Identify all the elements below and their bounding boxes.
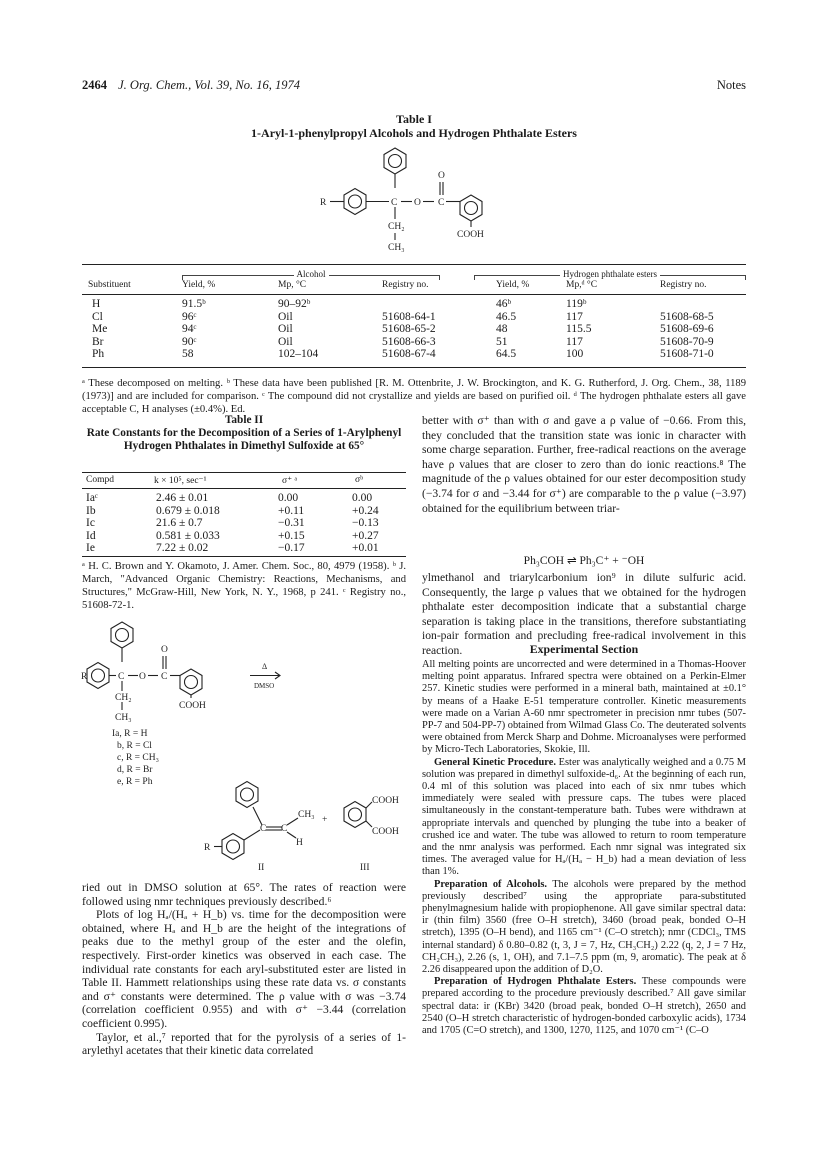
table2-cell: 0.00 bbox=[352, 492, 373, 504]
table1-cell: Cl bbox=[92, 310, 103, 323]
table1-cell: H bbox=[92, 298, 101, 310]
table1-row bbox=[82, 298, 746, 311]
central-carbon-label: C bbox=[391, 198, 398, 208]
olefin-h: H bbox=[296, 838, 303, 848]
table2-subtitle: Rate Constants for the Decomposition of a Series of 1-Arylphenyl Hydrogen Phthalates in Dimethyl Sulfoxide at 65° bbox=[86, 427, 402, 452]
alcohol-group-header: Alcohol bbox=[182, 269, 440, 279]
alcohols-preparation bbox=[422, 879, 746, 977]
table2-cell: +0.15 bbox=[278, 529, 305, 542]
table1-cell: 94ᶜ bbox=[182, 323, 197, 335]
section-label: Notes bbox=[716, 78, 746, 92]
table1-cell: 51608-68-5 bbox=[660, 310, 714, 323]
table2-cell: +0.11 bbox=[278, 504, 305, 517]
t2-col-sigma-plus: σ⁺ ᵃ bbox=[282, 476, 298, 486]
scheme-legend-0: Ia, R = H bbox=[112, 729, 148, 739]
scheme-legend-3: d, R = Br bbox=[117, 765, 153, 775]
scheme-ester-oxygen: O bbox=[139, 672, 146, 682]
r-group-label: R bbox=[320, 198, 327, 208]
table1-cell: 51608-65-2 bbox=[382, 323, 436, 335]
scheme-ch2: CH₂ bbox=[115, 693, 132, 703]
table1-cell: Br bbox=[92, 335, 104, 348]
alcohols-preparation-head: Preparation of Alcohols. bbox=[434, 878, 548, 890]
t2-col-sigma: σᵇ bbox=[355, 475, 364, 485]
table2-cell: Id bbox=[86, 529, 96, 542]
scheme-ii-r-group: R bbox=[204, 843, 211, 853]
table1-cell: 90ᶜ bbox=[182, 335, 197, 348]
table1-cell: 51608-64-1 bbox=[382, 310, 436, 323]
scheme-legend-1: b, R = Cl bbox=[117, 741, 152, 751]
arrow-delta: Δ bbox=[262, 662, 268, 671]
table1-cell: 51608-67-4 bbox=[382, 348, 436, 360]
equilibrium-equation: Ph₃COH ⇌ Ph₃C⁺ + ⁻OH bbox=[523, 555, 645, 567]
table2-cell: +0.24 bbox=[352, 504, 379, 517]
col-ester-yield: Yield, % bbox=[496, 280, 530, 290]
table2 bbox=[82, 472, 406, 556]
running-head bbox=[82, 78, 746, 94]
table2-cell: −0.17 bbox=[278, 542, 305, 555]
table1-cell: Ph bbox=[92, 348, 105, 360]
ester-group-header: Hydrogen phthalate esters bbox=[474, 269, 746, 279]
table1-cell: 46.5 bbox=[496, 310, 517, 323]
table2-cell: −0.31 bbox=[278, 517, 305, 530]
body-paragraph: Taylor, et al.,⁷ reported that for the pyrolysis of a series of 1-arylethyl acetates that their kinetic data correlated bbox=[82, 1030, 406, 1058]
t2-col-k: k × 10⁵, sec⁻¹ bbox=[154, 476, 207, 486]
kinetic-procedure bbox=[422, 757, 746, 879]
scheme-central-carbon: C bbox=[118, 672, 125, 682]
table2-cell: Ie bbox=[86, 542, 95, 555]
table1-cell: 58 bbox=[182, 348, 194, 360]
table2-cell: 0.581 ± 0.033 bbox=[156, 529, 220, 542]
carbonyl-carbon-label: C bbox=[438, 198, 445, 208]
arrow-solvent: DMSO bbox=[254, 682, 275, 690]
scheme-ch3: CH₃ bbox=[115, 713, 132, 723]
table1-cell: 115.5 bbox=[566, 323, 592, 335]
table1-body bbox=[82, 298, 746, 361]
table1-cell: 51608-71-0 bbox=[660, 348, 714, 360]
esters-preparation-head: Preparation of Hydrogen Phthalate Esters. bbox=[434, 976, 637, 988]
esters-preparation bbox=[422, 976, 746, 1037]
table2-cell: Ib bbox=[86, 504, 96, 517]
table1-cell: 91.5ᵇ bbox=[182, 298, 206, 310]
table1-cell: 48 bbox=[496, 323, 508, 335]
table1-row bbox=[82, 336, 746, 349]
ch2-label: CH₂ bbox=[388, 222, 405, 232]
table1-cell: 46ᵇ bbox=[496, 298, 512, 310]
table1-cell: 90–92ᵇ bbox=[278, 298, 311, 310]
scheme-legend-4: e, R = Ph bbox=[117, 777, 153, 787]
cooh-label: COOH bbox=[457, 230, 484, 240]
table1-cell: 64.5 bbox=[496, 348, 517, 360]
table2-footnotes: ᵃ H. C. Brown and Y. Okamoto, J. Amer. Chem. Soc., 80, 4979 (1958). ᵇ J. March, "Advanced Organic Chemistry: Reactions, Mechanisms, and Structures," McGraw-Hill, New York, N. Y., 1968, p 241. ᶜ Registry no., 51608-72-1. bbox=[82, 561, 406, 611]
table2-heading bbox=[82, 414, 406, 453]
col-alcohol-mp: Mp, °C bbox=[278, 280, 307, 290]
scheme-carbonyl-oxygen: O bbox=[161, 645, 168, 655]
table2-cell: 21.6 ± 0.7 bbox=[156, 517, 203, 530]
table2-cell: Ic bbox=[86, 517, 95, 530]
esters-preparation-text: These compounds were prepared according to the procedure previously described.⁷ All gave similar spectral data: ir (KBr) 3420 (broad peak, bonded O–H stretch), 2650 and 2540 (O–H stretch characteristic of hydrogen-bonded carboxylic acids), 1734 and 1705 (C=O stretch), and 1300, 1270, 1125, and 1070 cm⁻¹ (C–O bbox=[422, 976, 747, 1037]
table2-cell: +0.27 bbox=[352, 529, 379, 542]
col-substituent: Substituent bbox=[88, 280, 131, 290]
table1-cell: 51 bbox=[496, 335, 508, 348]
body-paragraph: Plots of log Hₐ/(Hₐ + H_b) vs. time for the decomposition were obtained, where Hₐ and H_b are the height of the integrations of peaks due to the methyl group of the ester and the olefin, respectively. First-order kinetics was observed in each case. The individual rate constants for each aryl-substituted ester are listed in Table II. Hammett relationships using these rate data vs. σ constants and σ⁺ constants were determined. The ρ value with σ was −3.74 (correlation coefficient 0.955) and with σ⁺ −3.44 (correlation coefficient 0.995). bbox=[82, 908, 406, 1030]
journal-citation: J. Org. Chem., Vol. 39, No. 16, 1974 bbox=[118, 78, 300, 92]
right-column-discussion: better with σ⁺ than with σ and gave a ρ value of −0.66. From this, they concluded that the transition state was ionic in character with some charge separation. Further, free-radical reactions on the average have ρ values that are closer to zero than do ionic reactions.⁸ The magnitude of the ρ values obtained for our ester decomposition study (−3.74 for σ and −3.44 for σ⁺) are comparable to the ρ value (−3.97) obtained for the equilibrium between triar- bbox=[422, 414, 746, 515]
table2-row bbox=[82, 505, 406, 518]
t2-col-compd: Compd bbox=[86, 475, 114, 485]
scheme-r-group: R bbox=[81, 672, 88, 682]
table2-cell: 0.00 bbox=[278, 492, 299, 504]
table2-cell: 7.22 ± 0.02 bbox=[156, 542, 209, 555]
plus-sign: + bbox=[322, 815, 328, 825]
kinetic-procedure-head: General Kinetic Procedure. bbox=[434, 756, 556, 768]
table1-structure-diagram bbox=[300, 145, 530, 260]
col-ester-registry: Registry no. bbox=[660, 280, 707, 290]
table1-subtitle: 1-Aryl-1-phenylpropyl Alcohols and Hydrogen Phthalate Esters bbox=[251, 126, 577, 140]
experimental-section-title: Experimental Section bbox=[529, 642, 639, 656]
phthalic-cooh-2: COOH bbox=[372, 827, 399, 837]
table1-title: Table I bbox=[396, 112, 432, 126]
table2-row bbox=[82, 530, 406, 543]
label-compound-iii: III bbox=[360, 863, 370, 873]
table1-footnotes: ᵃ These decomposed on melting. ᵇ These data have been published [R. M. Ottenbrite, J. W. Brockington, and K. G. Rutherford, J. Org. Chem., 38, 1189 (1973)] and are included for comparison. ᶜ The compound did not crystallize and yields are based on purified oil. ᵈ The hydrogen phthalate esters all gave acceptable C, H analyses (±0.4%). Ed. bbox=[82, 378, 746, 415]
table1-cell: 119ᵇ bbox=[566, 298, 587, 310]
table1-header-row bbox=[82, 280, 746, 292]
table2-cell: 2.46 ± 0.01 bbox=[156, 492, 209, 504]
table1-cell: 51608-69-6 bbox=[660, 323, 714, 335]
right-column-conclusion: ylmethanol and triarylcarbonium ion⁹ in dilute sulfuric acid. Consequently, the large ρ values that we obtained for the hydrogen phthalate ester decomposition indicate that a substantial charge separation is taking place in the transitions, therefore substantiating ion-pair formation and precluding free-radical involvement in this reaction. bbox=[422, 571, 746, 657]
table1-row bbox=[82, 323, 746, 336]
table1-cell: Oil bbox=[278, 310, 293, 323]
col-alcohol-registry: Registry no. bbox=[382, 280, 429, 290]
table2-row bbox=[82, 492, 406, 505]
table1-row bbox=[82, 348, 746, 361]
table1-heading bbox=[0, 112, 828, 140]
decomposition-scheme bbox=[82, 622, 412, 877]
experimental-section bbox=[422, 659, 746, 1037]
table2-title: Table II bbox=[224, 414, 264, 426]
col-ester-mp: Mp,ᵈ °C bbox=[566, 280, 598, 290]
label-compound-ii: II bbox=[258, 863, 265, 873]
table2-row bbox=[82, 517, 406, 530]
table1-cell: Me bbox=[92, 323, 108, 335]
ch3-label: CH₃ bbox=[388, 243, 405, 253]
table1-cell: 51608-70-9 bbox=[660, 335, 714, 348]
scheme-cooh: COOH bbox=[179, 701, 206, 711]
table1-cell: Oil bbox=[278, 323, 293, 335]
kinetic-procedure-text: Ester was analytically weighed and a 0.75 M solution was prepared in dimethyl sulfoxide-d₆. At the beginning of each run, 0.4 ml of this solution was placed into each of six nmr tubes which immediately were sealed with pressure caps. The tubes were placed simultaneously in the constant-temperature bath. Tubes were withdrawn at appropriate intervals and quenched by plunging the tube into a beaker of crushed ice and water. The tube was allowed to return to room temperature and the nmr analysis was performed. Each nmr signal was integrated six times. The averaged value for Hₐ/(Hₐ − H_b) had a mean deviation of less than 1%. bbox=[422, 756, 746, 878]
alcohols-preparation-text: The alcohols were prepared by the method previously described⁷ using the appropriate para-substituted phenylmagnesium halide with propiophenone. All gave similar spectral data: ir (thin film) 3560 (free O–H stretch), 3460 (broad peak, bonded O–H stretch), 1395 (O–H bend), and 1165 cm⁻¹ (C–O stretch); nmr (CDCl₃, TMS internal standard) δ 0.80–0.82 (t, 3, J = 7, Hz, CH₃CH₂) 2.22 (q, 2, J = 7 Hz, CH₂CH₃), 2.26 (s, 1, OH), and 7.1–7.5 ppm (m, 9, aromatic). The peak at δ 2.26 disappeared upon the addition of D₂O. bbox=[422, 878, 746, 976]
olefin-carbon-1: C bbox=[260, 824, 267, 834]
table1-cell: 51608-66-3 bbox=[382, 335, 436, 348]
page-number: 2464 bbox=[82, 78, 107, 92]
table1-cell: 117 bbox=[566, 335, 583, 348]
table1-cell: 96ᶜ bbox=[182, 310, 197, 323]
experimental-intro: All melting points are uncorrected and were determined in a Thomas-Hoover melting point apparatus. Infrared spectra were obtained on a Perkin-Elmer 257. Kinetic studies were performed in a mineral bath, maintained at ±0.1° by means of a Haake E-51 temperature controller. Kinetic measurements were made on a Varian A-60 nmr spectrometer in precision nmr tubes (507-PP-7 and 504-PP-7) obtained from Wilmad Glass Co. The deuterated solvents were obtained from Merck Sharp and Dohme. Microanalyses were performed by Micro-Tech Laboratories, Skokie, Ill. bbox=[422, 659, 746, 756]
phthalic-cooh-1: COOH bbox=[372, 796, 399, 806]
table1-cell: 102–104 bbox=[278, 348, 319, 360]
left-column-body bbox=[82, 881, 406, 1058]
table2-cell: Iaᶜ bbox=[86, 492, 98, 504]
olefin-carbon-2: C bbox=[281, 824, 288, 834]
ester-oxygen-label: O bbox=[414, 198, 421, 208]
table1-cell: 117 bbox=[566, 310, 583, 323]
scheme-carbonyl-carbon: C bbox=[161, 672, 168, 682]
table1-row bbox=[82, 311, 746, 324]
table2-row bbox=[82, 542, 406, 555]
table2-cell: −0.13 bbox=[352, 517, 379, 530]
table2-cell: 0.679 ± 0.018 bbox=[156, 504, 220, 517]
table2-cell: +0.01 bbox=[352, 542, 379, 555]
col-alcohol-yield: Yield, % bbox=[182, 280, 216, 290]
table1-cell: Oil bbox=[278, 335, 293, 348]
table1-cell: 100 bbox=[566, 348, 584, 360]
olefin-ch3: CH₃ bbox=[298, 810, 315, 820]
carbonyl-oxygen-label: O bbox=[438, 171, 445, 181]
scheme-legend-2: c, R = CH₃ bbox=[117, 753, 159, 763]
body-paragraph: ried out in DMSO solution at 65°. The rates of reaction were followed using nmr techniques previously described.⁶ bbox=[82, 881, 406, 908]
